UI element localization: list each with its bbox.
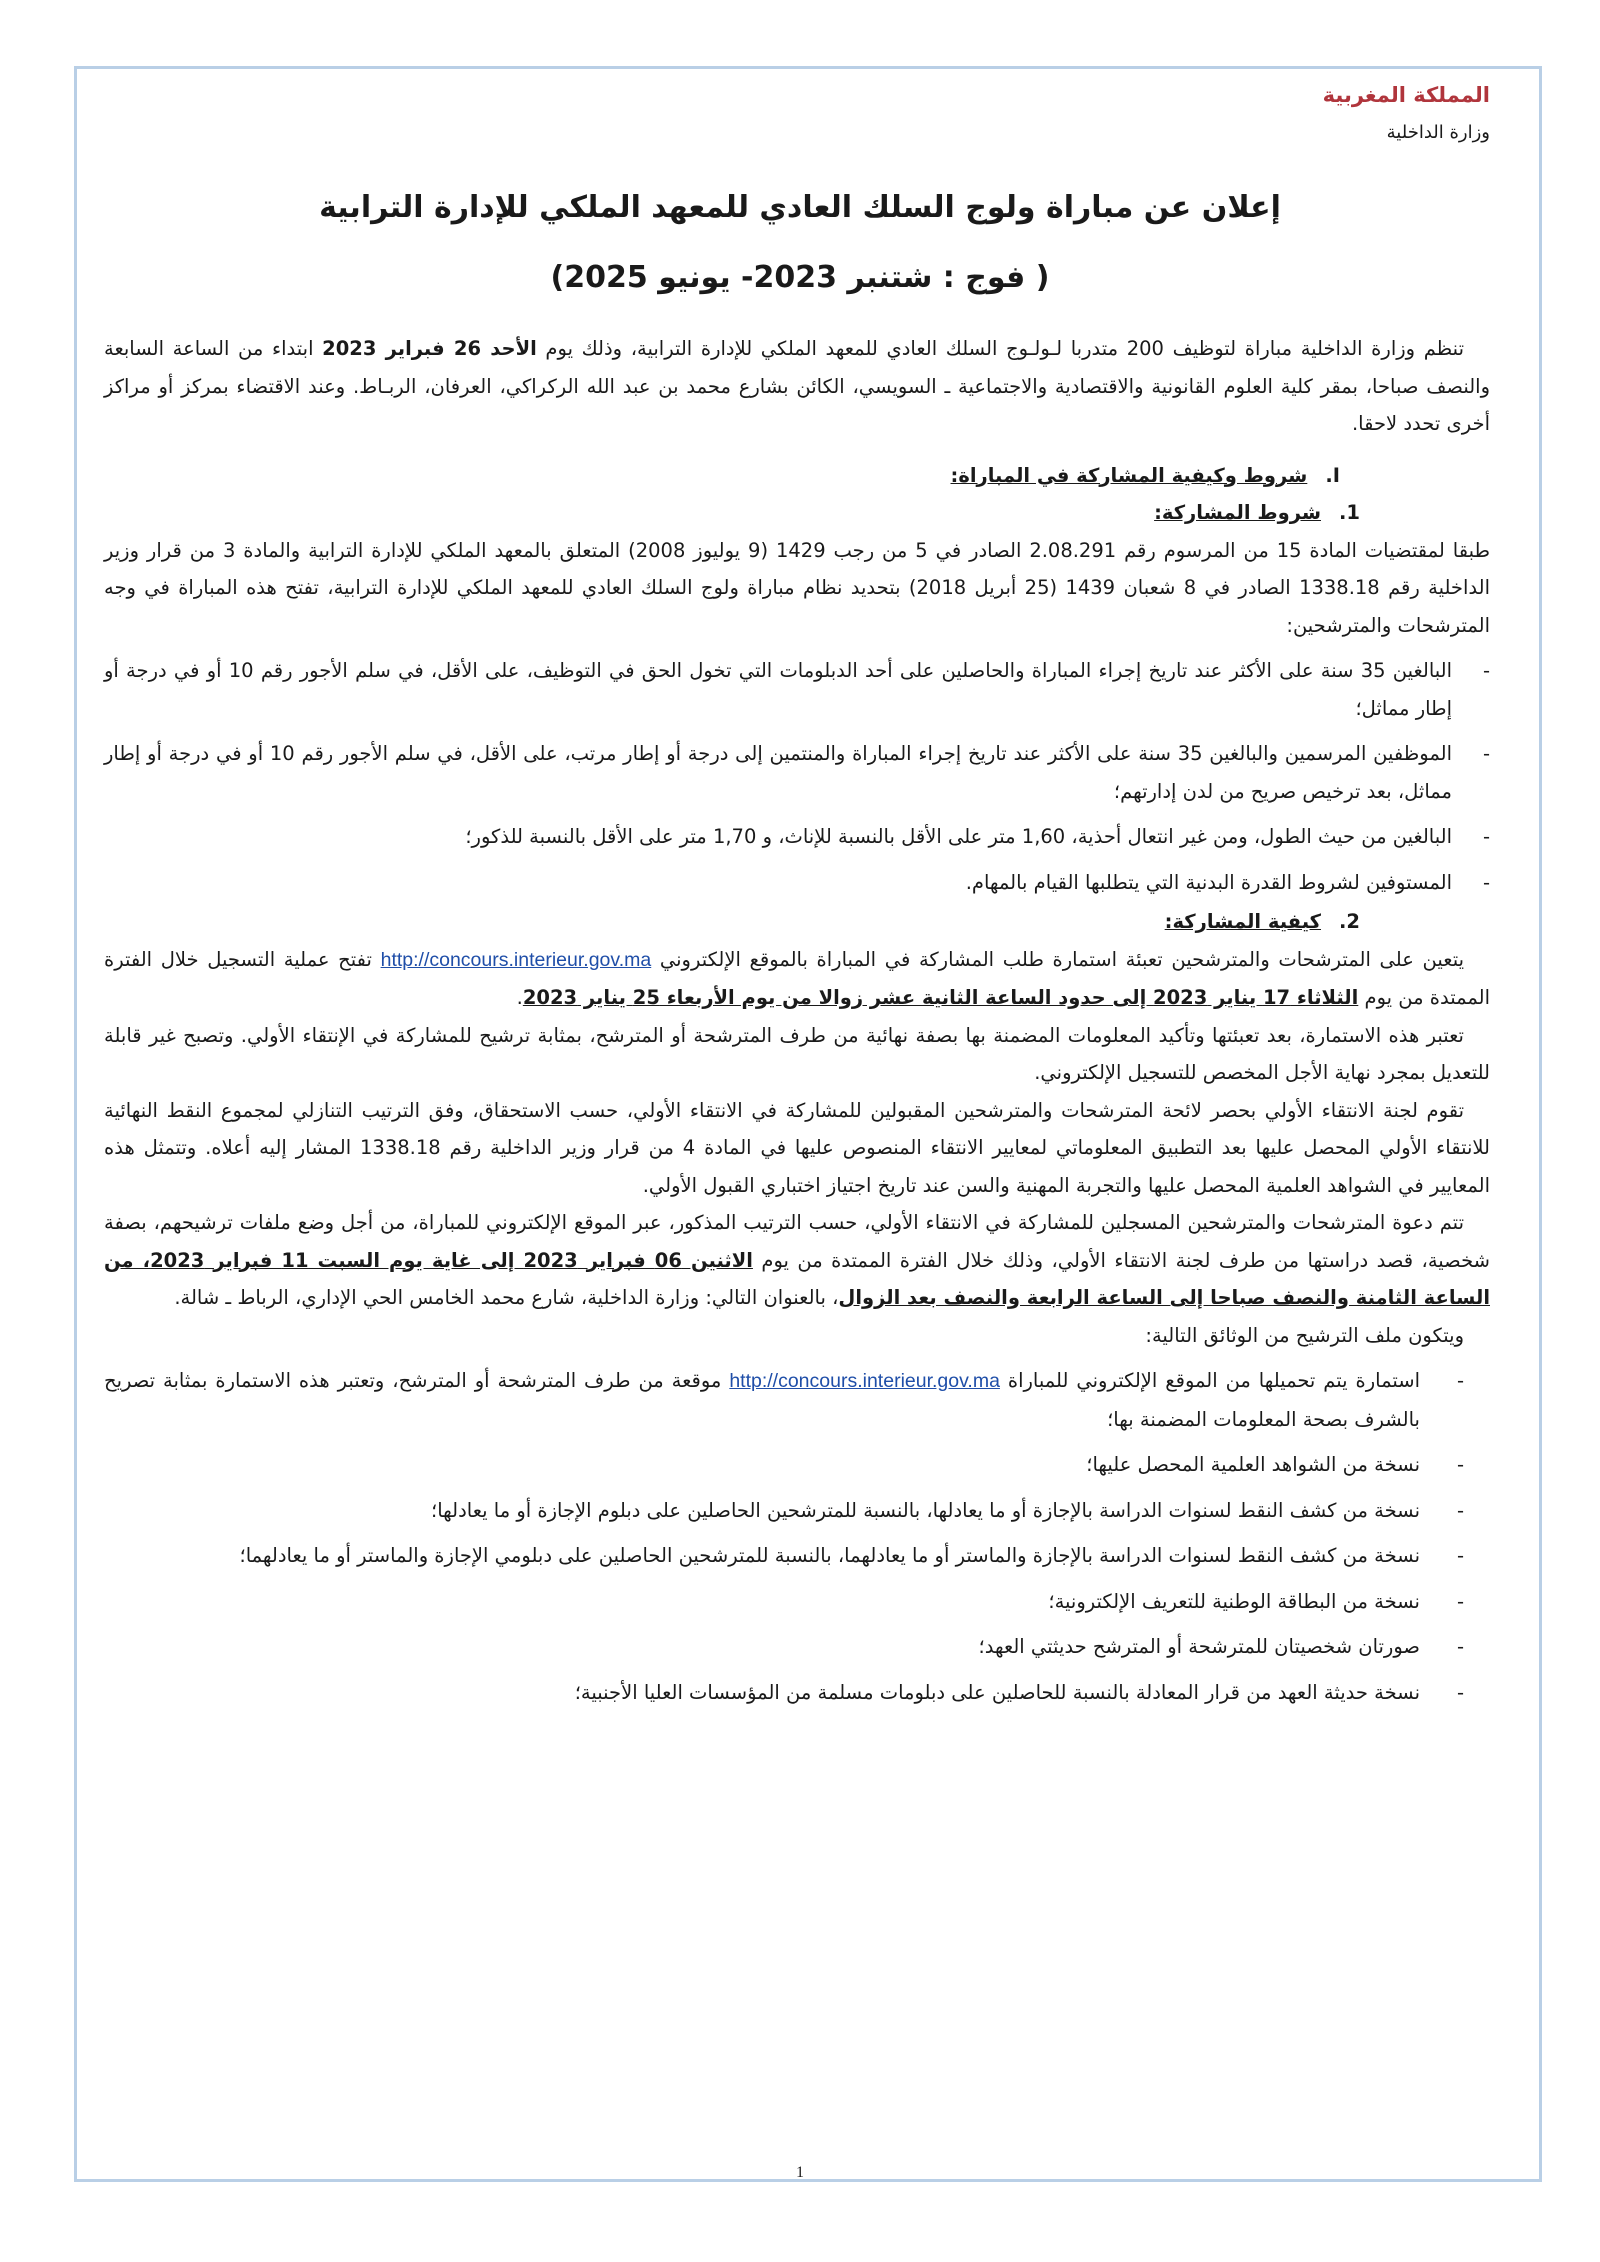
document-text: نسخة من كشف النقط لسنوات الدراسة بالإجازة أو ما يعادلها، بالنسبة للمترشحين الحاصلين على دبلوم الإجازة أو ما يعادلها؛ <box>431 1498 1420 1522</box>
contest-website-link-2[interactable]: http://concours.interieur.gov.ma <box>729 1370 1000 1392</box>
ministry-label: وزارة الداخلية <box>1386 122 1490 143</box>
document-text: استمارة يتم تحميلها من الموقع الإلكتروني للمباراة <box>999 1369 1420 1392</box>
document-text: موقعة من طرف المترشحة أو المترشح، وتعتبر هذه الاستمارة بمثابة تصريح بالشرف بصحة المعلومات المضمنة بها؛ <box>104 1369 1420 1431</box>
intro-text-pre: تنظم وزارة الداخلية مباراة لتوظيف 200 متدربا لـولـوج السلك العادي للمعهد الملكي للإدارة الترابية، وذلك يوم <box>536 337 1464 360</box>
registration-period: الثلاثاء 17 يناير 2023 إلى حدود الساعة الثانية عشر زوالا من يوم الأربعاء 25 يناير 2023 <box>522 986 1359 1009</box>
file-submission-paragraph <box>104 1204 1490 1317</box>
contest-website-link[interactable]: http://concours.interieur.gov.ma <box>380 948 652 971</box>
section-1-title: شروط وكيفية المشاركة في المباراة: <box>950 463 1308 487</box>
registration-text-end: . <box>516 986 523 1009</box>
list-item: - البالغين من حيث الطول، ومن غير انتعال أحذية، 1,60 متر على الأقل بالنسبة للإناث، و 1,70 متر على الأقل بالنسبة للذكور؛ <box>465 825 1490 848</box>
list-item: - المستوفين لشروط القدرة البدنية التي يتطلبها القيام بالمهام. <box>965 870 1490 894</box>
form-validity-paragraph: تعتبر هذه الاستمارة، بعد تعبئتها وتأكيد المعلومات المضمنة بها بصفة نهائية من طرف المترشحة أو المترشح، بمثابة ترشيح للمشاركة في الإنتقاء الأولي. وتصبح غير قابلة للتعديل بمجرد نهاية الأجل المخصص للتسجيل الإلكتروني. <box>104 1023 1490 1084</box>
documents-intro: ويتكون ملف الترشيح من الوثائق التالية: <box>1145 1323 1464 1347</box>
subsection-2-heading <box>104 903 1490 941</box>
preselection-paragraph: تقوم لجنة الانتقاء الأولي بحصر لائحة المترشحات والمترشحين المقبولين للمشاركة في الانتقاء الأولي، حسب الاستحقاق، وفق الترتيب التنازلي لمجموع النقط النهائية للانتقاء الأولي المحصل عليها بعد التطبيق المعلوماتي لمعايير الانتقاء المنصوص عليها في المادة 4 من قرار وزير الداخلية رقم 1338.18 المشار إليه أعلاه. وتتمثل هذه المعايير في الشواهد العلمية المحصل عليها والتجربة المهنية والسن عند تاريخ اجتياز اختباري القبول الأولي. <box>104 1098 1490 1197</box>
page-number: 1 <box>796 2164 804 2181</box>
list-item: - البالغين 35 سنة على الأكثر عند تاريخ إجراء المباراة والحاصلين على أحد الدبلومات التي تخول الحق في التوظيف، على الأقل، في سلم الأجور رقم 10 أو في درجة أو إطار مماثل؛ <box>104 659 1490 720</box>
list-item: - نسخة من الشواهد العلمية المحصل عليها؛ <box>1086 1453 1464 1476</box>
document-body <box>104 330 1490 1711</box>
list-item: - الموظفين المرسمين والبالغين 35 سنة على الأكثر عند تاريخ إجراء المباراة والمنتمين إلى درجة أو إطار مرتب، على الأقل، في سلم الأجور رقم 10 أو في درجة أو إطار مماثل، بعد ترخيص صريح من لدن إدارتهم؛ <box>104 742 1490 803</box>
conditions-list <box>104 652 1490 901</box>
announcement-title: إعلان عن مباراة ولوج السلك العادي للمعهد الملكي للإدارة الترابية <box>319 190 1281 225</box>
condition-text: المستوفين لشروط القدرة البدنية التي يتطلبها القيام بالمهام. <box>965 870 1452 894</box>
document-text: نسخة من الشواهد العلمية المحصل عليها؛ <box>1086 1453 1420 1476</box>
subsection-1-title: شروط المشاركة: <box>1154 501 1321 524</box>
kingdom-label: المملكة المغربية <box>1322 83 1490 107</box>
document-text: نسخة حديثة العهد من قرار المعادلة بالنسبة للحاصلين على دبلومات مسلمة من المؤسسات العليا الأجنبية؛ <box>574 1680 1420 1704</box>
document-text: نسخة من كشف النقط لسنوات الدراسة بالإجازة والماستر أو ما يعادلهما، بالنسبة للمترشحين الحاصلين على دبلومي الإجازة والماستر أو ما يعادلهما؛ <box>239 1544 1420 1567</box>
registration-text-pre: يتعين على المترشحات والمترشحين تعبئة استمارة طلب المشاركة في المباراة بالموقع الإلكتروني <box>651 947 1465 971</box>
documents-list <box>104 1362 1490 1711</box>
announcement-subtitle: ( فوج : شتنبر 2023- يونيو 2025) <box>550 260 1050 295</box>
submission-text-post: ، بالعنوان التالي: وزارة الداخلية، شارع محمد الخامس الحي الإداري، الرباط ـ شالة. <box>174 1286 839 1309</box>
section-1-heading <box>104 457 1490 495</box>
registration-text-mid: تفتح عملية التسجيل خلال الفترة الممتدة من يوم <box>104 947 1490 1009</box>
condition-text: البالغين 35 سنة على الأكثر عند تاريخ إجراء المباراة والحاصلين على أحد الدبلومات التي تخول الحق في التوظيف، على الأقل، في سلم الأجور رقم 10 أو في درجة أو إطار مماثل؛ <box>104 659 1453 720</box>
exam-date: الأحد 26 فبراير 2023 <box>322 337 537 360</box>
list-item: - نسخة حديثة العهد من قرار المعادلة بالنسبة للحاصلين على دبلومات مسلمة من المؤسسات العليا الأجنبية؛ <box>574 1680 1464 1704</box>
letterhead <box>1323 78 1490 148</box>
condition-text: البالغين من حيث الطول، ومن غير انتعال أحذية، 1,60 متر على الأقل بالنسبة للإناث، و 1,70 متر على الأقل بالنسبة للذكور؛ <box>465 825 1452 848</box>
submission-text-pre: تتم دعوة المترشحات والمترشحين المسجلين للمشاركة في الانتقاء الأولي، حسب الترتيب المذكور، عبر الموقع الإلكتروني للمباراة، من أجل وضع ملفات ترشيحهم، بصفة شخصية، قصد دراستها من طرف لجنة الانتقاء الأولي، وذلك خلال الفترة الممتدة من يوم <box>104 1211 1491 1272</box>
document-text: نسخة من البطاقة الوطنية للتعريف الإلكترونية؛ <box>1048 1589 1420 1613</box>
conditions-paragraph: طبقا لمقتضيات المادة 15 من المرسوم رقم 2.08.291 الصادر في 5 من رجب 1429 (9 يوليوز 2008) المتعلق بالمعهد الملكي للإدارة الترابية والمادة 3 من قرار وزير الداخلية رقم 1338.18 الصادر في 8 شعبان 1439 (25 أبريل 2018) بتحديد نظام مباراة ولوج السلك العادي للمعهد الملكي للإدارة الترابية، تفتح هذه المباراة في وجه المترشحات والمترشحين: <box>104 538 1491 637</box>
intro-text-post: ابتداء من الساعة السابعة والنصف صباحا، بمقر كلية العلوم القانونية والاقتصادية والاجتماعية ـ السويسي، الكائن بشارع محمد بن عبد الله الركراكي، العرفان، الربـاط. وعند الاقتضاء بمركز أو مراكز أخرى تحدد لاحقا. <box>104 337 1490 435</box>
subsection-2-number: 2. <box>1339 910 1360 933</box>
subsection-1-heading <box>104 494 1490 532</box>
list-item: - نسخة من البطاقة الوطنية للتعريف الإلكترونية؛ <box>1048 1589 1464 1613</box>
list-item: - استمارة يتم تحميلها من الموقع الإلكتروني للمباراة http://concours.interieur.gov.ma موقعة من طرف المترشحة أو المترشح، وتعتبر هذه الاستمارة بمثابة تصريح بالشرف بصحة المعلومات المضمنة بها؛ <box>104 1369 1464 1431</box>
submission-period: الاثنين 06 فبراير 2023 إلى غاية يوم السبت 11 فبراير 2023، من الساعة الثامنة والنصف صباحا إلى الساعة الرابعة والنصف بعد الزوال <box>104 1248 1490 1309</box>
list-item: - صورتان شخصيتان للمترشحة أو المترشح حديثتي العهد؛ <box>978 1635 1464 1658</box>
registration-paragraph <box>104 941 1490 1017</box>
document-text: صورتان شخصيتان للمترشحة أو المترشح حديثتي العهد؛ <box>978 1635 1420 1658</box>
section-1-number: I. <box>1325 463 1340 487</box>
subsection-2-title: كيفية المشاركة: <box>1164 910 1321 933</box>
list-item: - نسخة من كشف النقط لسنوات الدراسة بالإجازة والماستر أو ما يعادلهما، بالنسبة للمترشحين الحاصلين على دبلومي الإجازة والماستر أو ما يعادلهما؛ <box>239 1544 1464 1567</box>
subsection-1-number: 1. <box>1339 501 1360 524</box>
list-item: - نسخة من كشف النقط لسنوات الدراسة بالإجازة أو ما يعادلها، بالنسبة للمترشحين الحاصلين على دبلوم الإجازة أو ما يعادلها؛ <box>431 1498 1464 1522</box>
condition-text: الموظفين المرسمين والبالغين 35 سنة على الأكثر عند تاريخ إجراء المباراة والمنتمين إلى درجة أو إطار مرتب، على الأقل، في سلم الأجور رقم 10 أو في درجة أو إطار مماثل، بعد ترخيص صريح من لدن إدارتهم؛ <box>104 742 1452 803</box>
intro-paragraph <box>104 330 1490 443</box>
